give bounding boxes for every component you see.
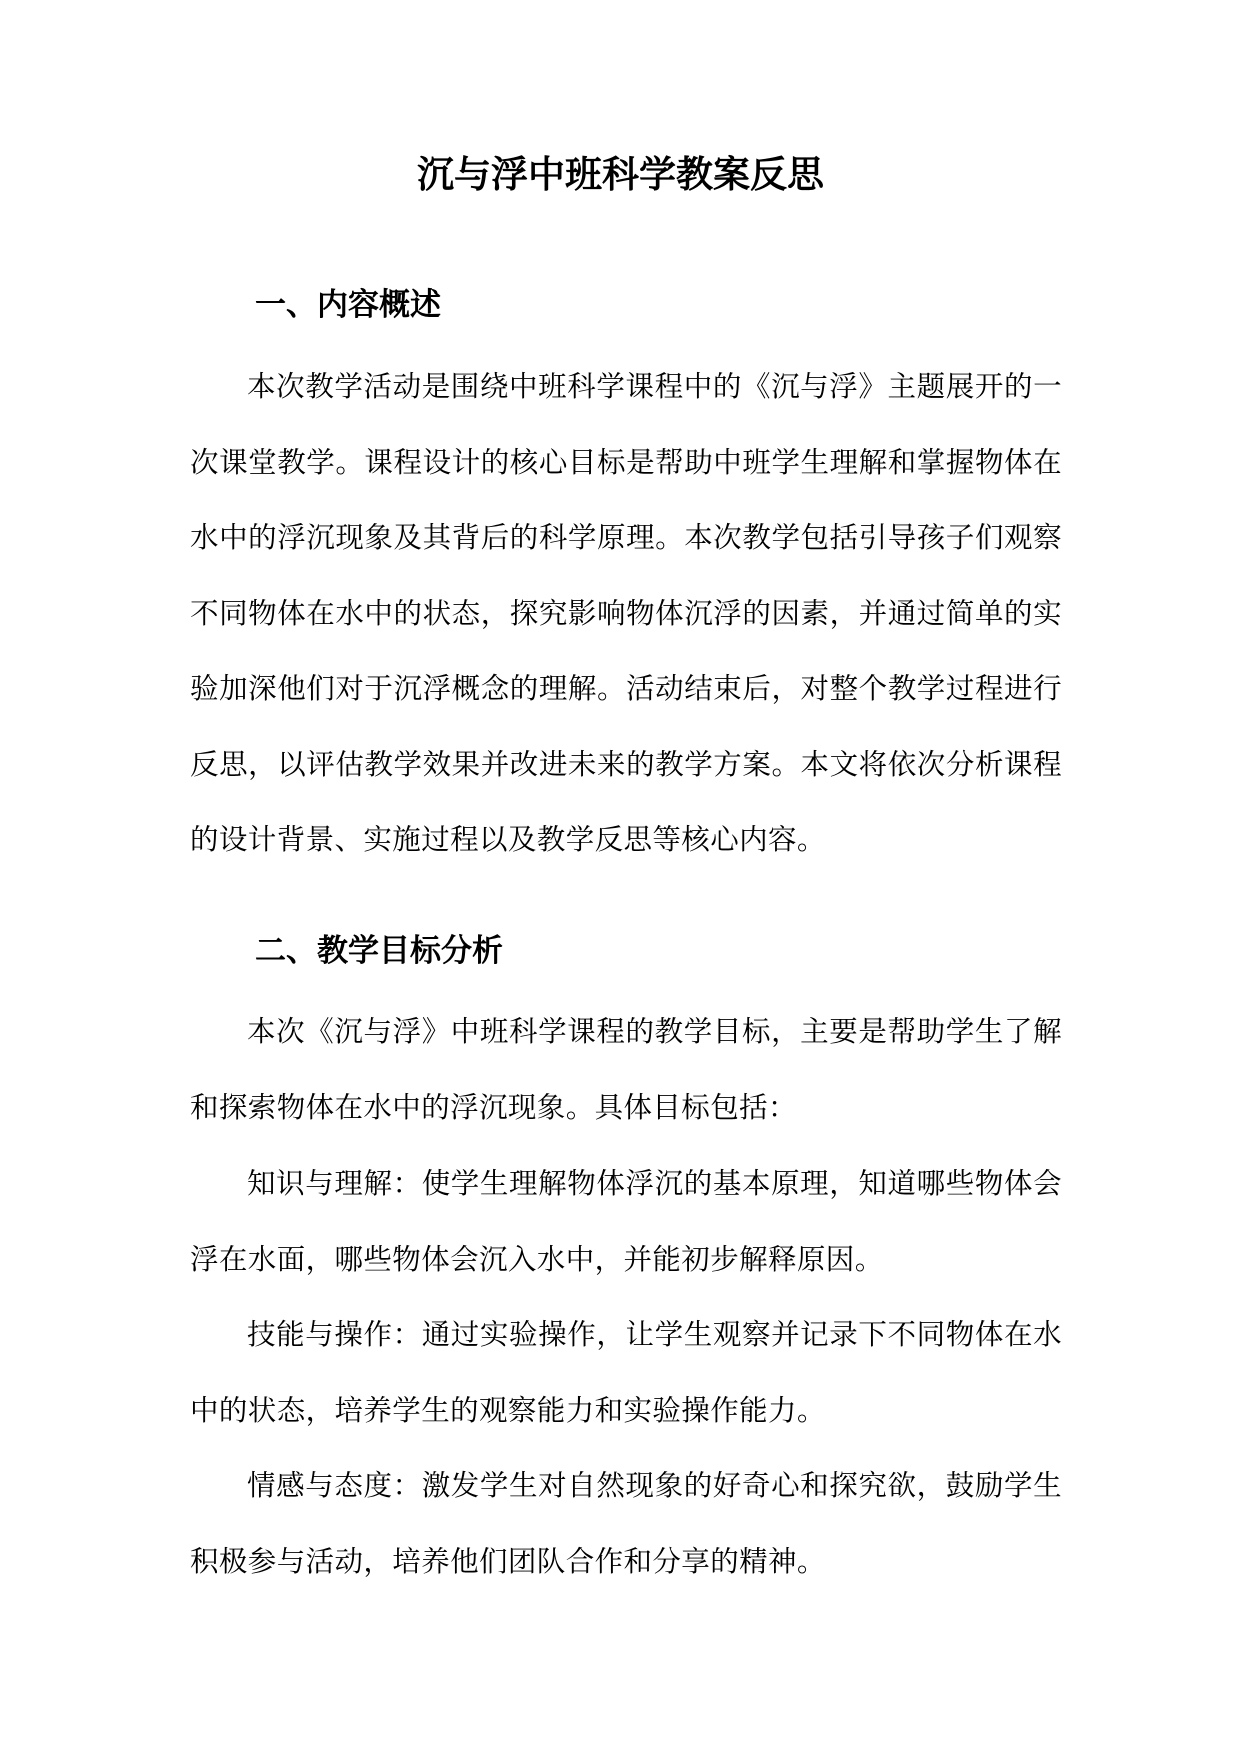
objective-attitude-paragraph: 情感与态度：激发学生对自然现象的好奇心和探究欲，鼓励学生积极参与活动，培养他们团队合作和分享的精神。 [190,1469,1062,1578]
section-heading-objectives: 二、教学目标分析 [255,933,503,969]
overview-paragraph: 本次教学活动是围绕中班科学课程中的《沉与浮》主题展开的一次课堂教学。课程设计的核心目标是帮助中班学生理解和掌握物体在水中的浮沉现象及其背后的科学原理。本次教学包括引导孩子们观察不同物体在水中的状态，探究影响物体沉浮的因素，并通过简单的实验加深他们对于沉浮概念的理解。活动结束后，对整个教学过程进行反思，以评估教学效果并改进未来的教学方案。本文将依次分析课程的设计背景、实施过程以及教学反思等核心内容。 [190,370,1062,856]
section-heading-overview: 一、内容概述 [255,287,441,323]
document-title: 沉与浮中班科学教案反思 [417,152,824,196]
objectives-intro-paragraph: 本次《沉与浮》中班科学课程的教学目标，主要是帮助学生了解和探索物体在水中的浮沉现象。具体目标包括： [190,1015,1062,1124]
objective-skills-paragraph: 技能与操作：通过实验操作，让学生观察并记录下不同物体在水中的状态，培养学生的观察能力和实验操作能力。 [190,1318,1062,1427]
objective-knowledge-paragraph: 知识与理解：使学生理解物体浮沉的基本原理，知道哪些物体会浮在水面，哪些物体会沉入水中，并能初步解释原因。 [190,1167,1062,1276]
